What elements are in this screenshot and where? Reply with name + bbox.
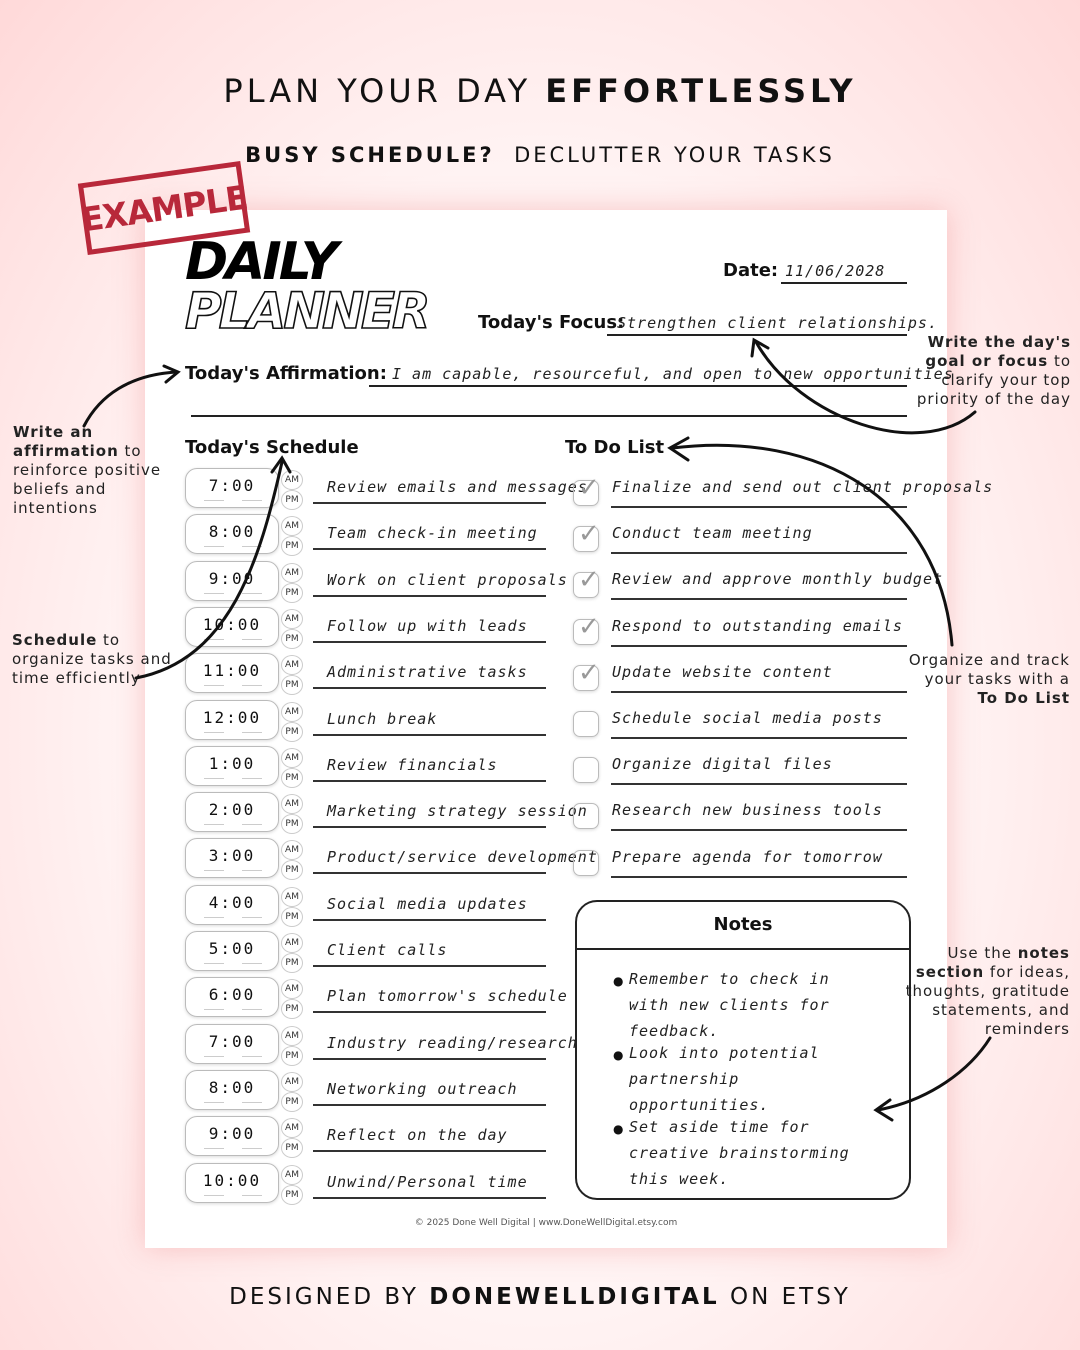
schedule-row <box>185 746 547 790</box>
example-stamp: EXAMPLE <box>78 161 250 255</box>
checkmark-icon: ✓ <box>578 657 600 688</box>
time-value: 7:00 <box>208 1031 256 1051</box>
callout-text: notes <box>1017 944 1070 962</box>
schedule-row <box>185 977 568 1021</box>
pm-option[interactable]: PM <box>281 860 303 880</box>
callout-text: Use the <box>947 944 1018 962</box>
time-box[interactable] <box>185 792 279 832</box>
schedule-row <box>185 885 547 929</box>
focus-underline <box>607 334 907 336</box>
time-box[interactable] <box>185 1163 279 1203</box>
task-underline <box>611 506 907 508</box>
pm-option[interactable]: PM <box>281 1092 303 1112</box>
task-underline <box>611 691 907 693</box>
am-option[interactable]: AM <box>281 887 303 907</box>
affirmation-label: Today's Affirmation: <box>185 363 387 384</box>
time-value: 11:00 <box>202 661 262 681</box>
schedule-task: Reflect on the day <box>327 1126 508 1145</box>
todo-task: Research new business tools <box>612 801 883 820</box>
checkmark-icon: ✓ <box>578 611 600 642</box>
am-option[interactable]: AM <box>281 1072 303 1092</box>
schedule-task: Plan tomorrow's schedule <box>327 987 568 1006</box>
time-value: 6:00 <box>208 985 256 1005</box>
subheadline-plain: DECLUTTER YOUR TASKS <box>514 143 835 167</box>
am-option[interactable]: AM <box>281 609 303 629</box>
todo-row <box>573 520 909 560</box>
schedule-row <box>185 561 568 605</box>
time-box[interactable] <box>185 514 279 554</box>
todo-checkbox[interactable] <box>573 611 600 645</box>
time-value: 3:00 <box>208 846 256 866</box>
affirmation-underline-2 <box>191 415 907 417</box>
am-option[interactable]: AM <box>281 1165 303 1185</box>
schedule-task: Product/service development <box>327 848 598 867</box>
copyright: © 2025 Done Well Digital | www.DoneWellDigital.etsy.com <box>414 1218 678 1228</box>
notes-box <box>575 900 911 1200</box>
headline <box>0 72 1080 110</box>
pm-option[interactable]: PM <box>281 536 303 556</box>
time-value: 7:00 <box>208 476 256 495</box>
callout-affirmation <box>13 423 163 518</box>
schedule-row <box>185 700 547 744</box>
schedule-task: Networking outreach <box>327 1079 518 1098</box>
time-box[interactable] <box>185 746 279 786</box>
task-underline <box>313 1150 546 1152</box>
callout-text: beliefs and <box>13 480 107 498</box>
callout-text: priority of the day <box>916 390 1071 408</box>
am-pm-toggle[interactable] <box>281 1026 303 1066</box>
todo-row <box>573 473 994 514</box>
task-underline <box>611 876 907 878</box>
am-pm-toggle[interactable] <box>281 609 303 649</box>
time-value: 8:00 <box>208 1077 256 1097</box>
schedule-task: Lunch break <box>327 709 438 728</box>
callout-text: reminders <box>984 1020 1070 1038</box>
am-option[interactable]: AM <box>281 470 303 490</box>
schedule-row <box>185 1070 547 1114</box>
task-underline <box>313 502 546 504</box>
pm-option[interactable]: PM <box>281 1185 303 1205</box>
am-pm-toggle[interactable] <box>281 840 303 880</box>
todo-checkbox[interactable] <box>573 757 599 783</box>
task-underline <box>611 552 907 554</box>
callout-text: To Do List <box>977 689 1070 707</box>
affirmation-value: I am capable, resourceful, and open to new opportunities. <box>392 365 964 383</box>
note-item: Remember to check in with new clients for feedback. <box>629 970 830 1040</box>
am-pm-toggle[interactable] <box>281 748 303 788</box>
planner-title-planner: PLANNER <box>185 282 428 340</box>
todo-checkbox[interactable] <box>573 850 599 876</box>
time-value: 4:00 <box>208 892 256 912</box>
task-underline <box>313 595 546 597</box>
pm-option[interactable]: PM <box>281 1138 303 1158</box>
pm-option[interactable]: PM <box>281 675 303 695</box>
planner-title-daily: DAILY <box>185 232 336 292</box>
am-option[interactable]: AM <box>281 655 303 675</box>
todo-task: Schedule social media posts <box>612 709 883 727</box>
todo-checkbox[interactable] <box>573 565 600 598</box>
time-box[interactable] <box>185 1116 279 1156</box>
todo-checkbox[interactable] <box>573 473 600 506</box>
am-option[interactable]: AM <box>281 702 303 722</box>
callout-text: affirmation <box>13 442 119 460</box>
note-item: Set aside time for creative brainstorming this week. <box>629 1118 850 1188</box>
callout-text: clarify your top <box>941 371 1071 389</box>
todo-row <box>573 705 909 745</box>
time-box[interactable] <box>185 468 279 508</box>
todo-checkbox[interactable] <box>573 519 600 552</box>
callout-text: organize tasks and <box>12 650 172 668</box>
focus-value: Strengthen client relationships. <box>617 314 938 332</box>
task-underline <box>313 965 546 967</box>
time-value: 9:00 <box>208 568 256 588</box>
am-pm-toggle[interactable] <box>281 655 303 695</box>
task-underline <box>313 1104 546 1106</box>
todo-task: Conduct team meeting <box>612 524 813 543</box>
callout-text: intentions <box>13 499 98 517</box>
bullet-icon: ● <box>613 974 624 988</box>
task-underline <box>313 1058 546 1060</box>
todo-title: To Do List <box>565 437 665 458</box>
affirmation-underline <box>369 385 907 387</box>
schedule-row <box>185 1116 547 1160</box>
pm-option[interactable]: PM <box>281 583 303 603</box>
am-pm-toggle[interactable] <box>281 1072 303 1112</box>
callout-text: to <box>97 631 121 649</box>
time-value: 5:00 <box>208 939 256 958</box>
am-pm-toggle[interactable] <box>281 979 303 1019</box>
pm-option[interactable]: PM <box>281 722 303 742</box>
task-underline <box>611 598 907 600</box>
task-underline <box>611 737 907 739</box>
schedule-row <box>185 514 547 558</box>
date-value: 11/06/2028 <box>785 262 886 280</box>
todo-row <box>573 613 909 653</box>
pm-option[interactable]: PM <box>281 953 303 973</box>
callout-text: to <box>1048 352 1071 370</box>
bullet-icon: ● <box>613 1048 624 1062</box>
schedule-task: Client calls <box>327 941 448 959</box>
callout-text: section <box>915 963 985 981</box>
callout-todo <box>900 651 1070 708</box>
task-underline <box>313 1011 546 1013</box>
callout-text: Schedule <box>12 631 98 649</box>
footer-plain: DESIGNED BY <box>229 1284 419 1310</box>
schedule-task: Industry reading/research <box>327 1033 578 1052</box>
todo-row <box>573 797 909 837</box>
callout-notes <box>900 944 1070 1039</box>
schedule-row <box>185 653 547 697</box>
am-option[interactable]: AM <box>281 1118 303 1138</box>
pm-option[interactable]: PM <box>281 490 303 510</box>
callout-text: Organize and track <box>908 651 1070 669</box>
note-item: Look into potential partnership opportunities. <box>629 1044 820 1114</box>
am-pm-toggle[interactable] <box>281 887 303 927</box>
time-box[interactable] <box>185 885 279 925</box>
am-pm-toggle[interactable] <box>281 794 303 834</box>
task-underline <box>313 548 546 550</box>
callout-text: time efficiently <box>12 669 141 687</box>
am-option[interactable]: AM <box>281 979 303 999</box>
todo-row <box>573 565 944 606</box>
schedule-row <box>185 1024 578 1068</box>
time-box[interactable] <box>185 1024 279 1064</box>
callout-text: for ideas, <box>984 963 1070 981</box>
callout-text: thoughts, gratitude <box>905 982 1070 1000</box>
task-underline <box>611 783 907 785</box>
time-value: 8:00 <box>208 522 256 542</box>
task-underline <box>313 780 546 782</box>
callout-text: goal or focus <box>925 352 1049 370</box>
schedule-task: Social media updates <box>327 894 528 913</box>
schedule-row <box>185 468 588 512</box>
am-option[interactable]: AM <box>281 1026 303 1046</box>
schedule-row <box>185 838 598 882</box>
pm-option[interactable]: PM <box>281 999 303 1019</box>
schedule-task: Review emails and messages <box>327 478 588 496</box>
am-option[interactable]: AM <box>281 840 303 860</box>
todo-task: Review and approve monthly budget <box>612 570 944 589</box>
schedule-task: Follow up with leads <box>327 616 528 635</box>
subheadline-bold: BUSY SCHEDULE? <box>245 143 495 167</box>
schedule-task: Marketing strategy session <box>327 802 588 821</box>
task-underline <box>313 1197 546 1199</box>
pm-option[interactable]: PM <box>281 814 303 834</box>
time-value: 12:00 <box>202 707 262 727</box>
todo-row <box>573 659 909 699</box>
time-value: 9:00 <box>208 1124 256 1144</box>
am-option[interactable]: AM <box>281 933 303 953</box>
footer <box>0 1284 1080 1310</box>
task-underline <box>313 734 546 736</box>
headline-bold: EFFORTLESSLY <box>545 72 857 110</box>
callout-text: to <box>118 442 142 460</box>
time-value: 1:00 <box>208 753 256 773</box>
date-underline <box>781 282 907 284</box>
todo-checkbox[interactable] <box>573 803 599 829</box>
am-option[interactable]: AM <box>281 516 303 536</box>
pm-option[interactable]: PM <box>281 1046 303 1066</box>
schedule-title: Today's Schedule <box>185 437 359 458</box>
time-box[interactable] <box>185 838 279 878</box>
notes-divider <box>577 948 909 950</box>
callout-text: reinforce positive <box>13 461 162 479</box>
time-value: 2:00 <box>208 800 256 820</box>
focus-label: Today's Focus: <box>478 312 625 333</box>
checkmark-icon: ✓ <box>578 565 600 596</box>
schedule-task: Administrative tasks <box>327 663 528 682</box>
am-pm-toggle[interactable] <box>281 470 303 510</box>
notes-title: Notes <box>713 914 773 935</box>
pm-option[interactable]: PM <box>281 907 303 927</box>
time-box[interactable] <box>185 653 279 693</box>
am-pm-toggle[interactable] <box>281 702 303 742</box>
am-pm-toggle[interactable] <box>281 933 303 973</box>
headline-plain: PLAN YOUR DAY <box>223 72 532 110</box>
todo-task: Finalize and send out client proposals <box>612 478 994 496</box>
todo-task: Update website content <box>612 662 833 681</box>
time-box[interactable] <box>185 700 279 740</box>
todo-row <box>573 751 909 791</box>
task-underline <box>611 829 907 831</box>
am-option[interactable]: AM <box>281 794 303 814</box>
time-value: 10:00 <box>202 1170 262 1190</box>
schedule-task: Review financials <box>327 755 498 774</box>
task-underline <box>313 641 546 643</box>
footer-plain: ON ETSY <box>730 1284 851 1310</box>
time-box[interactable] <box>185 931 279 971</box>
schedule-task: Work on client proposals <box>327 570 568 589</box>
todo-checkbox[interactable] <box>573 711 599 737</box>
am-pm-toggle[interactable] <box>281 563 303 603</box>
todo-task: Respond to outstanding emails <box>612 616 903 635</box>
am-pm-toggle[interactable] <box>281 516 303 556</box>
callout-text: Write the day's <box>927 333 1071 351</box>
todo-checkbox[interactable] <box>573 657 600 691</box>
checkmark-icon: ✓ <box>578 473 600 503</box>
am-option[interactable]: AM <box>281 748 303 768</box>
footer-brand: DONEWELLDIGITAL <box>429 1284 720 1310</box>
schedule-task: Unwind/Personal time <box>327 1172 528 1191</box>
time-box[interactable] <box>185 977 279 1017</box>
checkmark-icon: ✓ <box>578 519 600 550</box>
time-box[interactable] <box>185 1070 279 1110</box>
task-underline <box>313 826 546 828</box>
subheadline <box>0 143 1080 167</box>
task-underline <box>313 872 546 874</box>
callout-text: Write an <box>13 423 94 441</box>
schedule-row <box>185 792 588 836</box>
schedule-row <box>185 931 547 975</box>
callout-text: statements, and <box>932 1001 1070 1019</box>
todo-task: Prepare agenda for tomorrow <box>612 847 883 866</box>
task-underline <box>313 687 546 689</box>
time-box[interactable] <box>185 561 279 601</box>
am-pm-toggle[interactable] <box>281 1165 303 1205</box>
schedule-row <box>185 607 547 651</box>
time-box[interactable] <box>185 607 279 647</box>
callout-text: your tasks with a <box>924 670 1070 688</box>
schedule-task: Team check-in meeting <box>327 524 538 543</box>
am-pm-toggle[interactable] <box>281 1118 303 1158</box>
schedule-row <box>185 1163 547 1207</box>
task-underline <box>313 919 546 921</box>
date-label: Date: <box>723 260 779 281</box>
callout-focus <box>901 333 1071 409</box>
bullet-icon: ● <box>613 1122 624 1136</box>
todo-task: Organize digital files <box>612 755 833 774</box>
pm-option[interactable]: PM <box>281 768 303 788</box>
task-underline <box>611 645 907 647</box>
time-value: 10:00 <box>202 614 262 634</box>
pm-option[interactable]: PM <box>281 629 303 649</box>
todo-row <box>573 844 909 884</box>
am-option[interactable]: AM <box>281 563 303 583</box>
callout-schedule <box>12 631 172 688</box>
